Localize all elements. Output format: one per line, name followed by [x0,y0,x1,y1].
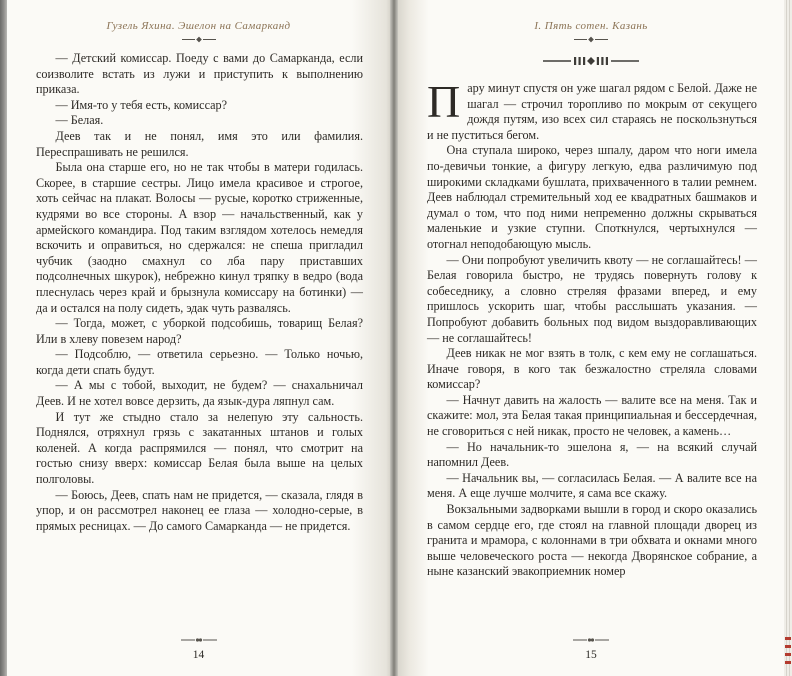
page-number-right: 15 [585,649,597,661]
right-page [398,0,784,676]
paragraph: — Детский комиссар. Поеду с вами до Самарканда, если соизволите встать из лужи и приступить к выполнению приказа. [36,51,363,97]
paragraph: — Подсоблю, — ответила серьезно. — Только ночью, когда дети спать будут. [36,347,363,377]
paragraph: Была она старше его, но не так чтобы в матери годилась. Скорее, в старшие сестры. Лицо имела красивое и строгое, хоть сейчас на плакат. Волосы — русые, коротко стриженные, кудрями во все стороны. А взор — начальственный, как у армейского командира. Под таким взглядом хотелось немедля вскочить и оправиться, но сдержался: не спеша пригладил чубчик (заодно смахнул со лба пару приставших подсолнечных шкурок), небрежно кинул тряпку в ведро (вода плеснулась через край и брызнула комиссару на ботинки) — да и остался на полу сидеть, эдак чуть развалясь. [36,160,363,315]
paragraph: — Начальник вы, — согласилась Белая. — А валите все на меня. А еще лучше молчите, я сама все скажу. [427,470,757,501]
paragraph: — А мы с тобой, выходит, не будем? — снахальничал Деев. И не хотел вовсе дерзить, да язык-дура ляпнул сам. [36,378,363,409]
page-edge-red-mark [785,661,791,664]
left-page-footer [7,609,390,676]
paragraph: Вокзальными задворками вышли в город и скоро оказались в самом сердце его, где стоял на главной площади дворец из гранита и мрамора, с колоннами в три обхвата и окнами много выше человеческого роста — некогда Дворянское собрание, а ныне казанский эвакоприемник номер [427,502,757,579]
paragraph: Деев никак не мог взять в толк, с кем ему не соглашаться. Иначе говоря, в кого так безжалостно стреляла словами комиссар? [427,346,757,392]
page-edge [784,0,792,676]
first-paragraph-text: ару минут спустя он уже шагал рядом с Белой. Даже не шагал — строчил торопливо по мокрым от секущего дождя путям, изо всех сил стараясь не поскользнуться и не пуститься бегом. [427,81,757,142]
page-number-left: 14 [192,649,205,661]
footer-ornament-icon [571,636,611,644]
paragraph-with-dropcap [427,76,757,143]
right-page-header [398,0,784,43]
gutter-shadow [390,0,398,676]
right-page-body [398,73,784,609]
paragraph: Деев так и не понял, имя это или фамилия. Переспрашивать не решился. [36,128,363,159]
footer-ornament-icon [179,636,219,644]
header-ornament-icon [182,36,216,43]
left-page-body [7,43,390,609]
left-page [7,0,390,676]
paragraph: — Имя-то у тебя есть, комиссар? [55,97,228,112]
paragraph: — Боюсь, Деев, спать нам не придется, — сказала, глядя в упор, и он рассмотрел наконец ее глаза — холодно-серые, в прямых ресницах. — До самого Самарканда — не придется. [36,487,363,533]
paragraph: — Начнут давить на жалость — валите все на меня. Так и скажите: мол, эта Белая такая принципиальная и бессердечная, не сговориться с ней никак, просто не человек, а камень… [427,392,757,439]
page-edge-red-mark [785,637,791,640]
paragraph: И тут же стыдно стало за нелепую эту сальность. Поднялся, отряхнул грязь с закатанных штанов и голых коленей. А когда распрямился — понял, что смотрит на гостью снизу вверх: комиссар Белая была выше на целых полголовы. [36,409,363,487]
header-ornament-icon [574,36,608,43]
paragraph: — Тогда, может, с уборкой подсобишь, товарищ Белая? Или в хлеву повезем народ? [36,316,363,346]
running-header-left: Гузель Яхина. Эшелон на Самарканд [106,20,291,32]
chapter-ornament-icon [543,55,639,67]
paragraph: — Они попробуют увеличить квоту — не соглашайтесь! — Белая говорила быстро, не трудясь повернуть голову к собеседнику, а словно стреляя фразами вперед, и ему пришлось ускорить шаг, чтобы расслышать указания. — Попробуют добавить больных под видом выздоравливающих — не соглашайтесь! [427,252,757,345]
right-page-footer [398,609,784,676]
paragraph: — Но начальник-то эшелона я, — на всякий случай напомнил Деев. [427,439,757,470]
book-edge [0,0,7,676]
running-header-right: I. Пять сотен. Казань [534,20,648,32]
drop-cap: П [427,76,461,127]
paragraph: — Белая. [55,113,104,128]
paragraph: Она ступала широко, через шпалу, даром что ноги имела по-девичьи тонкие, а фигуру легкую, едва различимую под широкими складками бушлата, прихваченного в талии ремнем. Деев наблюдал стремительный ход ее квадратных башмаков и думал о том, что под ними непременно должны скрываться маленькие и узкие ступни. Споткнулся, чертыхнулся — отогнал неподобающую мысль. [427,143,757,251]
left-page-header [7,0,390,43]
page-edge-red-mark [785,653,791,656]
page-edge-red-mark [785,645,791,648]
